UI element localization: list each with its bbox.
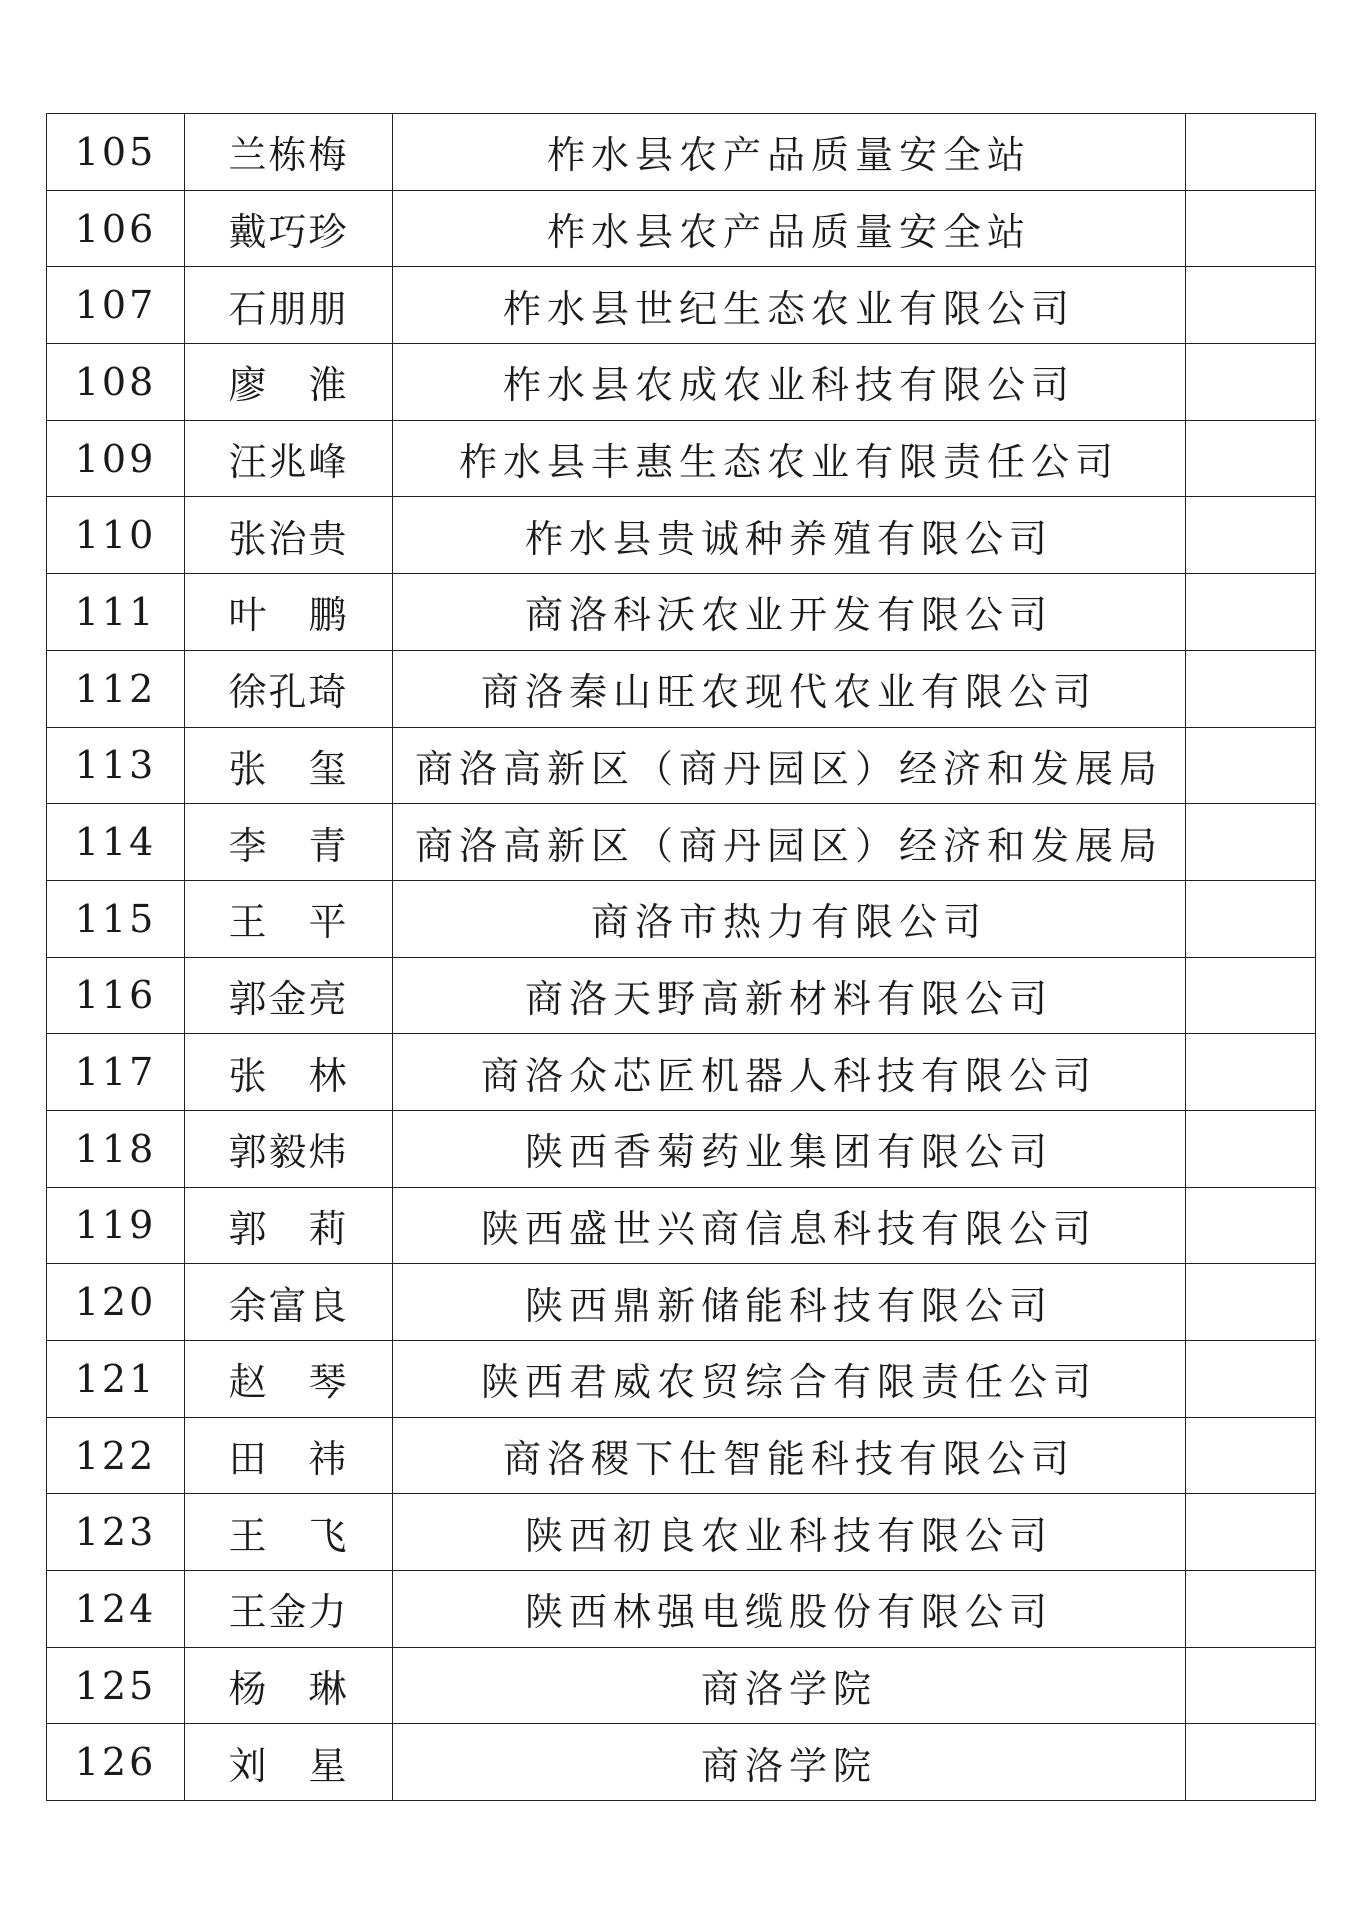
- organization: 陕西盛世兴商信息科技有限公司: [393, 1187, 1186, 1264]
- personnel-table-body: [47, 114, 1316, 1801]
- table-row: [47, 497, 1316, 574]
- organization: 商洛学院: [393, 1724, 1186, 1801]
- row-number: 115: [47, 880, 185, 957]
- table-row: [47, 727, 1316, 804]
- organization: 陕西香菊药业集团有限公司: [393, 1110, 1186, 1187]
- table-row: [47, 804, 1316, 881]
- row-number: 120: [47, 1264, 185, 1341]
- organization: 商洛科沃农业开发有限公司: [393, 574, 1186, 651]
- organization: 柞水县农产品质量安全站: [393, 190, 1186, 267]
- row-number: 106: [47, 190, 185, 267]
- person-name: 李 青: [185, 804, 393, 881]
- organization: 商洛稷下仕智能科技有限公司: [393, 1417, 1186, 1494]
- row-number: 113: [47, 727, 185, 804]
- organization: 商洛天野高新材料有限公司: [393, 957, 1186, 1034]
- person-name: 张 林: [185, 1034, 393, 1111]
- table-row: [47, 114, 1316, 191]
- person-name: 刘 星: [185, 1724, 393, 1801]
- person-name: 郭 莉: [185, 1187, 393, 1264]
- person-name: 郭毅炜: [185, 1110, 393, 1187]
- row-number: 116: [47, 957, 185, 1034]
- remark: [1186, 1110, 1316, 1187]
- organization: 商洛学院: [393, 1647, 1186, 1724]
- row-number: 105: [47, 114, 185, 191]
- row-number: 107: [47, 267, 185, 344]
- organization: 陕西君威农贸综合有限责任公司: [393, 1341, 1186, 1418]
- table-row: [47, 420, 1316, 497]
- row-number: 123: [47, 1494, 185, 1571]
- row-number: 112: [47, 650, 185, 727]
- row-number: 125: [47, 1647, 185, 1724]
- remark: [1186, 1341, 1316, 1418]
- table-row: [47, 1264, 1316, 1341]
- row-number: 110: [47, 497, 185, 574]
- person-name: 杨 琳: [185, 1647, 393, 1724]
- person-name: 王金力: [185, 1571, 393, 1648]
- person-name: 余富良: [185, 1264, 393, 1341]
- remark: [1186, 804, 1316, 881]
- person-name: 戴巧珍: [185, 190, 393, 267]
- person-name: 叶 鹏: [185, 574, 393, 651]
- person-name: 兰栋梅: [185, 114, 393, 191]
- table-row: [47, 574, 1316, 651]
- personnel-table: [46, 113, 1316, 1801]
- table-row: [47, 1494, 1316, 1571]
- table-row: [47, 267, 1316, 344]
- row-number: 114: [47, 804, 185, 881]
- person-name: 郭金亮: [185, 957, 393, 1034]
- remark: [1186, 1647, 1316, 1724]
- table-row: [47, 344, 1316, 421]
- remark: [1186, 727, 1316, 804]
- remark: [1186, 1034, 1316, 1111]
- organization: 商洛众芯匠机器人科技有限公司: [393, 1034, 1186, 1111]
- person-name: 张 玺: [185, 727, 393, 804]
- remark: [1186, 267, 1316, 344]
- table-row: [47, 1341, 1316, 1418]
- remark: [1186, 957, 1316, 1034]
- person-name: 汪兆峰: [185, 420, 393, 497]
- person-name: 廖 淮: [185, 344, 393, 421]
- organization: 商洛秦山旺农现代农业有限公司: [393, 650, 1186, 727]
- table-row: [47, 1647, 1316, 1724]
- organization: 柞水县丰惠生态农业有限责任公司: [393, 420, 1186, 497]
- organization: 商洛市热力有限公司: [393, 880, 1186, 957]
- table-row: [47, 190, 1316, 267]
- person-name: 田 祎: [185, 1417, 393, 1494]
- remark: [1186, 497, 1316, 574]
- row-number: 121: [47, 1341, 185, 1418]
- table-row: [47, 1724, 1316, 1801]
- row-number: 126: [47, 1724, 185, 1801]
- organization: 柞水县农产品质量安全站: [393, 114, 1186, 191]
- organization: 陕西林强电缆股份有限公司: [393, 1571, 1186, 1648]
- table-row: [47, 1571, 1316, 1648]
- organization: 商洛高新区（商丹园区）经济和发展局: [393, 804, 1186, 881]
- person-name: 赵 琴: [185, 1341, 393, 1418]
- organization: 柞水县农成农业科技有限公司: [393, 344, 1186, 421]
- remark: [1186, 650, 1316, 727]
- organization: 柞水县世纪生态农业有限公司: [393, 267, 1186, 344]
- person-name: 张治贵: [185, 497, 393, 574]
- person-name: 石朋朋: [185, 267, 393, 344]
- remark: [1186, 190, 1316, 267]
- organization: 陕西初良农业科技有限公司: [393, 1494, 1186, 1571]
- row-number: 124: [47, 1571, 185, 1648]
- remark: [1186, 344, 1316, 421]
- table-row: [47, 1187, 1316, 1264]
- remark: [1186, 114, 1316, 191]
- remark: [1186, 1187, 1316, 1264]
- person-name: 王 平: [185, 880, 393, 957]
- table-row: [47, 957, 1316, 1034]
- remark: [1186, 1724, 1316, 1801]
- remark: [1186, 1571, 1316, 1648]
- organization: 陕西鼎新储能科技有限公司: [393, 1264, 1186, 1341]
- remark: [1186, 420, 1316, 497]
- person-name: 徐孔琦: [185, 650, 393, 727]
- remark: [1186, 1417, 1316, 1494]
- table-row: [47, 1417, 1316, 1494]
- remark: [1186, 1494, 1316, 1571]
- row-number: 109: [47, 420, 185, 497]
- row-number: 111: [47, 574, 185, 651]
- row-number: 119: [47, 1187, 185, 1264]
- table-row: [47, 880, 1316, 957]
- person-name: 王 飞: [185, 1494, 393, 1571]
- row-number: 108: [47, 344, 185, 421]
- row-number: 122: [47, 1417, 185, 1494]
- table-row: [47, 1110, 1316, 1187]
- remark: [1186, 574, 1316, 651]
- row-number: 117: [47, 1034, 185, 1111]
- organization: 商洛高新区（商丹园区）经济和发展局: [393, 727, 1186, 804]
- remark: [1186, 1264, 1316, 1341]
- table-row: [47, 1034, 1316, 1111]
- remark: [1186, 880, 1316, 957]
- row-number: 118: [47, 1110, 185, 1187]
- table-row: [47, 650, 1316, 727]
- organization: 柞水县贵诚种养殖有限公司: [393, 497, 1186, 574]
